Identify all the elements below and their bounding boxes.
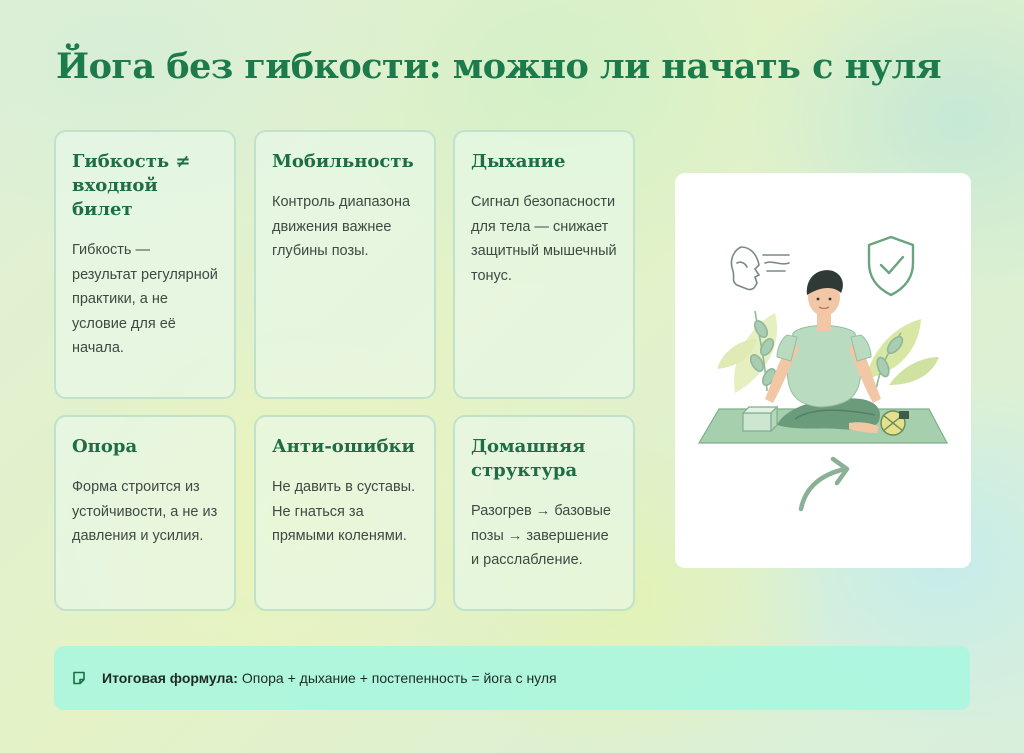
shield-check-icon [869, 237, 913, 295]
summary-label: Итоговая формула: [102, 670, 238, 686]
card-title: Опора [72, 436, 138, 457]
card-support [54, 415, 236, 611]
card-text: Форма строится из устойчивости, а не из давления и усилия. [72, 479, 218, 544]
card-breathing [453, 130, 635, 399]
arrow-up-right-icon [801, 459, 847, 509]
card-home-structure [453, 415, 635, 611]
card-title: Гибкость ≠ входной билет [72, 151, 191, 220]
card-text: Разогрев → базовые позы → завершение и расслабление. [471, 503, 611, 568]
card-text: Гибкость — результат регулярной практики, а не условие для её начала. [72, 242, 218, 356]
card-text: Контроль диапазона движения важнее глубины позы. [272, 194, 411, 259]
summary-formula [54, 646, 970, 710]
card-title: Мобильность [272, 151, 414, 172]
page-title: Йога без гибкости: можно ли начать с нуля [56, 46, 942, 87]
card-anti-mistakes [254, 415, 436, 611]
yoga-block [743, 407, 777, 431]
card-text: Сигнал безопасности для тела — снижает защитный мышечный тонус. [471, 194, 617, 284]
card-text: Не давить в суставы. Не гнаться за прямыми коленями. [272, 479, 416, 544]
card-title: Анти-ошибки [272, 436, 415, 457]
note-icon [72, 671, 86, 685]
yoga-illustration [675, 173, 971, 568]
breath-face-icon [731, 247, 789, 290]
card-title: Дыхание [471, 151, 566, 172]
card-flexibility [54, 130, 236, 399]
summary-text: Опора + дыхание + постепенность = йога с нуля [241, 670, 557, 686]
card-title: Домашняя структура [471, 436, 586, 481]
card-mobility [254, 130, 436, 399]
